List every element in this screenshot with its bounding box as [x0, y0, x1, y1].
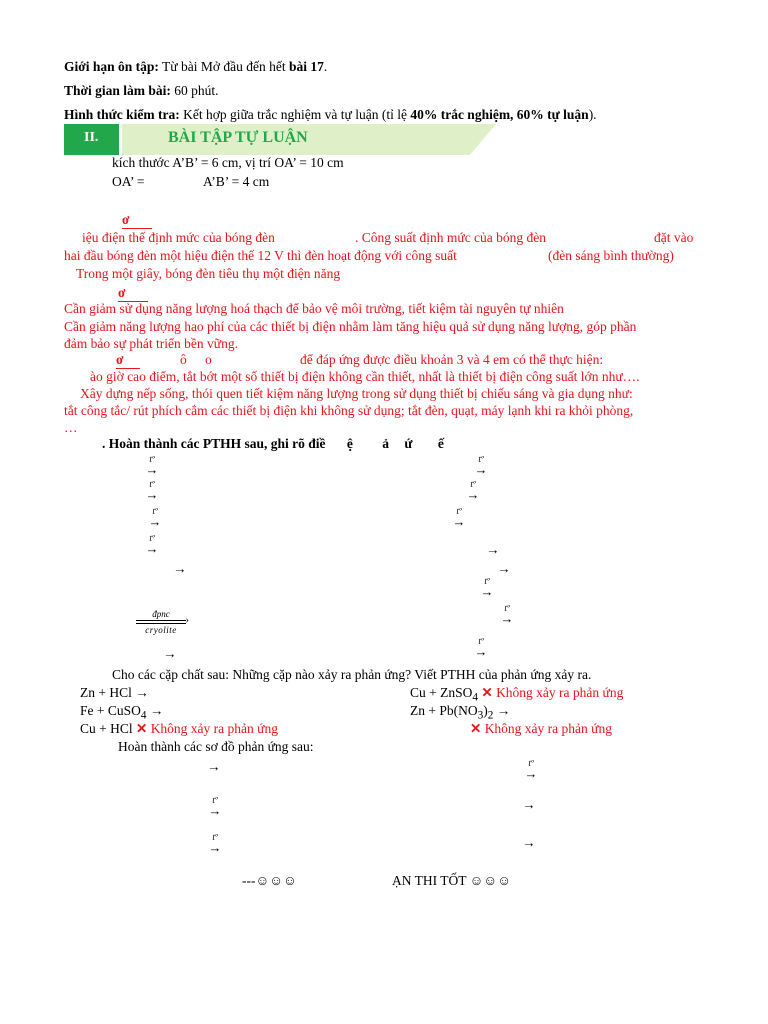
- heat-arrow: tº →: [500, 603, 514, 626]
- format-label: Hình thức kiểm tra:: [64, 107, 180, 122]
- power-line-2b: (đèn sáng bình thường): [548, 248, 674, 263]
- no-reaction-label: Không xảy ra phản ứng: [496, 685, 624, 700]
- plain-arrow: →: [163, 646, 177, 661]
- heat-arrow: tº →: [474, 454, 488, 477]
- energy-line-6: Xây dựng nếp sống, thói quen tiết kiệm năng lượng trong sử dụng thiết bị chiếu sáng và gia dụng như:: [80, 386, 633, 401]
- pthh-heading-text: . Hoàn thành các PTHH sau, ghi rõ điề: [102, 436, 326, 451]
- electrolysis-arrow: [136, 609, 189, 635]
- reaction-2-left-text: Fe + CuSO: [80, 703, 141, 718]
- no-reaction-label: Không xảy ra phản ứng: [150, 721, 278, 736]
- reaction-1-right-text: Cu + ZnSO: [410, 685, 473, 700]
- power-line-1a: iệu điện thế định mức của bóng đèn: [82, 230, 275, 245]
- footer-right: ẠN THI TỐT ☺☺☺: [392, 873, 511, 888]
- plain-arrow: →: [497, 561, 511, 576]
- reaction-2-left-end: →: [146, 703, 164, 718]
- format-text: Kết hợp giữa trắc nghiệm và tự luận (tỉ lệ: [179, 107, 411, 122]
- scope-text: Từ bài Mở đầu đến hết: [158, 59, 289, 74]
- answer-mark-3c: o: [205, 352, 212, 367]
- section-number: II.: [64, 124, 119, 155]
- reaction-3-right: [470, 721, 612, 737]
- plain-arrow: →: [522, 797, 536, 812]
- reaction-3-left: [80, 721, 278, 737]
- reaction-2-right-sub1: 3: [477, 709, 484, 722]
- heat-arrow: tº →: [474, 636, 488, 659]
- reaction-2-right-mid: ): [483, 703, 488, 718]
- exam-format-line: [64, 107, 597, 123]
- answer-mark-3b: ô: [180, 352, 187, 367]
- reaction-1-left: Zn + HCl →: [80, 685, 149, 700]
- reaction-3-left-text: Cu + HCl: [80, 721, 133, 736]
- reaction-1-right-sub: 4: [472, 691, 478, 704]
- exam-time-line: [64, 83, 219, 99]
- heat-arrow: tº →: [145, 533, 159, 556]
- energy-line-4: để đáp ứng được điều khoản 3 và 4 em có thể thực hiện:: [300, 352, 604, 367]
- energy-line-3: đảm bảo sự phát triển bền vững.: [64, 336, 238, 351]
- power-line-3: Trong một giây, bóng đèn tiêu thụ một điện năng: [76, 266, 341, 281]
- answer-mark-2: ơ: [118, 285, 148, 302]
- heat-arrow: tº →: [452, 506, 466, 529]
- reactions-intro: Cho các cặp chất sau: Những cặp nào xảy ra phản ứng? Viết PTHH của phản ứng xảy ra.: [112, 667, 592, 682]
- heat-arrow: tº →: [524, 758, 538, 781]
- heat-arrow: tº →: [208, 795, 222, 818]
- format-end: ).: [588, 107, 597, 122]
- energy-line-2: Cần giảm năng lượng hao phí của các thiết bị điện nhằm làm tăng hiệu quả sử dụng năng lượng, góp phần: [64, 319, 637, 334]
- pthh-heading: [102, 436, 444, 452]
- optics-line-2b: A’B’ = 4 cm: [203, 174, 270, 189]
- plain-arrow: →: [486, 542, 500, 557]
- plain-arrow: →: [522, 835, 536, 850]
- pthh-heading-b: ả: [382, 436, 390, 451]
- scope-label: Giới hạn ôn tập:: [64, 59, 159, 74]
- energy-line-1: Cần giảm sử dụng năng lượng hoá thạch để bảo vệ môi trường, tiết kiệm tài nguyên tự nhiên: [64, 301, 564, 316]
- pthh-heading-c: ứ: [404, 436, 413, 451]
- reaction-2-right-sub2: 2: [487, 709, 494, 722]
- pthh-heading-a: ệ: [346, 436, 353, 451]
- reaction-2-left-sub: 4: [140, 709, 147, 722]
- time-text: 60 phút.: [170, 83, 219, 98]
- cross-icon: ✕: [481, 685, 493, 700]
- reaction-2-right-end: →: [493, 703, 511, 718]
- electrolysis-label-bottom: cryolite: [145, 625, 177, 635]
- footer-left: ---☺☺☺: [242, 873, 297, 888]
- exam-scope-line: [64, 59, 327, 75]
- heat-arrow: tº →: [466, 479, 480, 502]
- optics-line-2a: OA’ =: [112, 174, 145, 189]
- section-title: BÀI TẬP TỰ LUẬN: [168, 129, 308, 146]
- plain-arrow: →: [207, 759, 221, 774]
- power-line-1c: đặt vào: [654, 230, 694, 245]
- electrolysis-label-top: đpnc: [152, 609, 170, 619]
- heat-arrow: tº →: [145, 479, 159, 502]
- scope-end: .: [323, 59, 328, 74]
- answer-mark-1: ơ: [122, 212, 152, 229]
- no-reaction-label: Không xảy ra phản ứng: [484, 721, 612, 736]
- reaction-2-right-text: Zn + Pb(NO: [410, 703, 478, 718]
- section-banner: [64, 124, 496, 155]
- cross-icon: ✕: [136, 721, 148, 736]
- power-line-2a: hai đầu bóng đèn một hiệu điện thế 12 V thì đèn hoạt động với công suất: [64, 248, 457, 263]
- electrolysis-line: ›: [136, 620, 186, 624]
- energy-line-7: tắt công tắc/ rút phích cắm các thiết bị điện khi không sử dụng; tắt đèn, quạt, máy lạnh khi ra khỏi phòng,: [64, 403, 634, 418]
- format-bold: 40% trắc nghiệm, 60% tự luận: [410, 107, 589, 122]
- heat-arrow: tº →: [148, 506, 162, 529]
- optics-line-1: kích thước A’B’ = 6 cm, vị trí OA’ = 10 cm: [112, 155, 344, 170]
- heat-arrow: tº →: [145, 454, 159, 477]
- scheme-intro: Hoàn thành các sơ đồ phản ứng sau:: [118, 739, 314, 754]
- energy-line-5: ào giờ cao điểm, tắt bớt một số thiết bị điện không cần thiết, nhất là thiết bị điện công suất lớn như….: [90, 369, 640, 384]
- plain-arrow: →: [173, 561, 187, 576]
- heat-arrow: tº →: [480, 576, 494, 599]
- pthh-heading-d: ế: [437, 436, 444, 451]
- heat-arrow: tº →: [208, 832, 222, 855]
- time-label: Thời gian làm bài:: [64, 83, 171, 98]
- scope-bold: bài 17: [288, 59, 324, 74]
- answer-mark-3: ơ: [116, 352, 140, 369]
- cross-icon: ✕: [470, 721, 482, 736]
- power-line-1b: . Công suất định mức của bóng đèn: [355, 230, 547, 245]
- energy-line-8: …: [64, 420, 78, 435]
